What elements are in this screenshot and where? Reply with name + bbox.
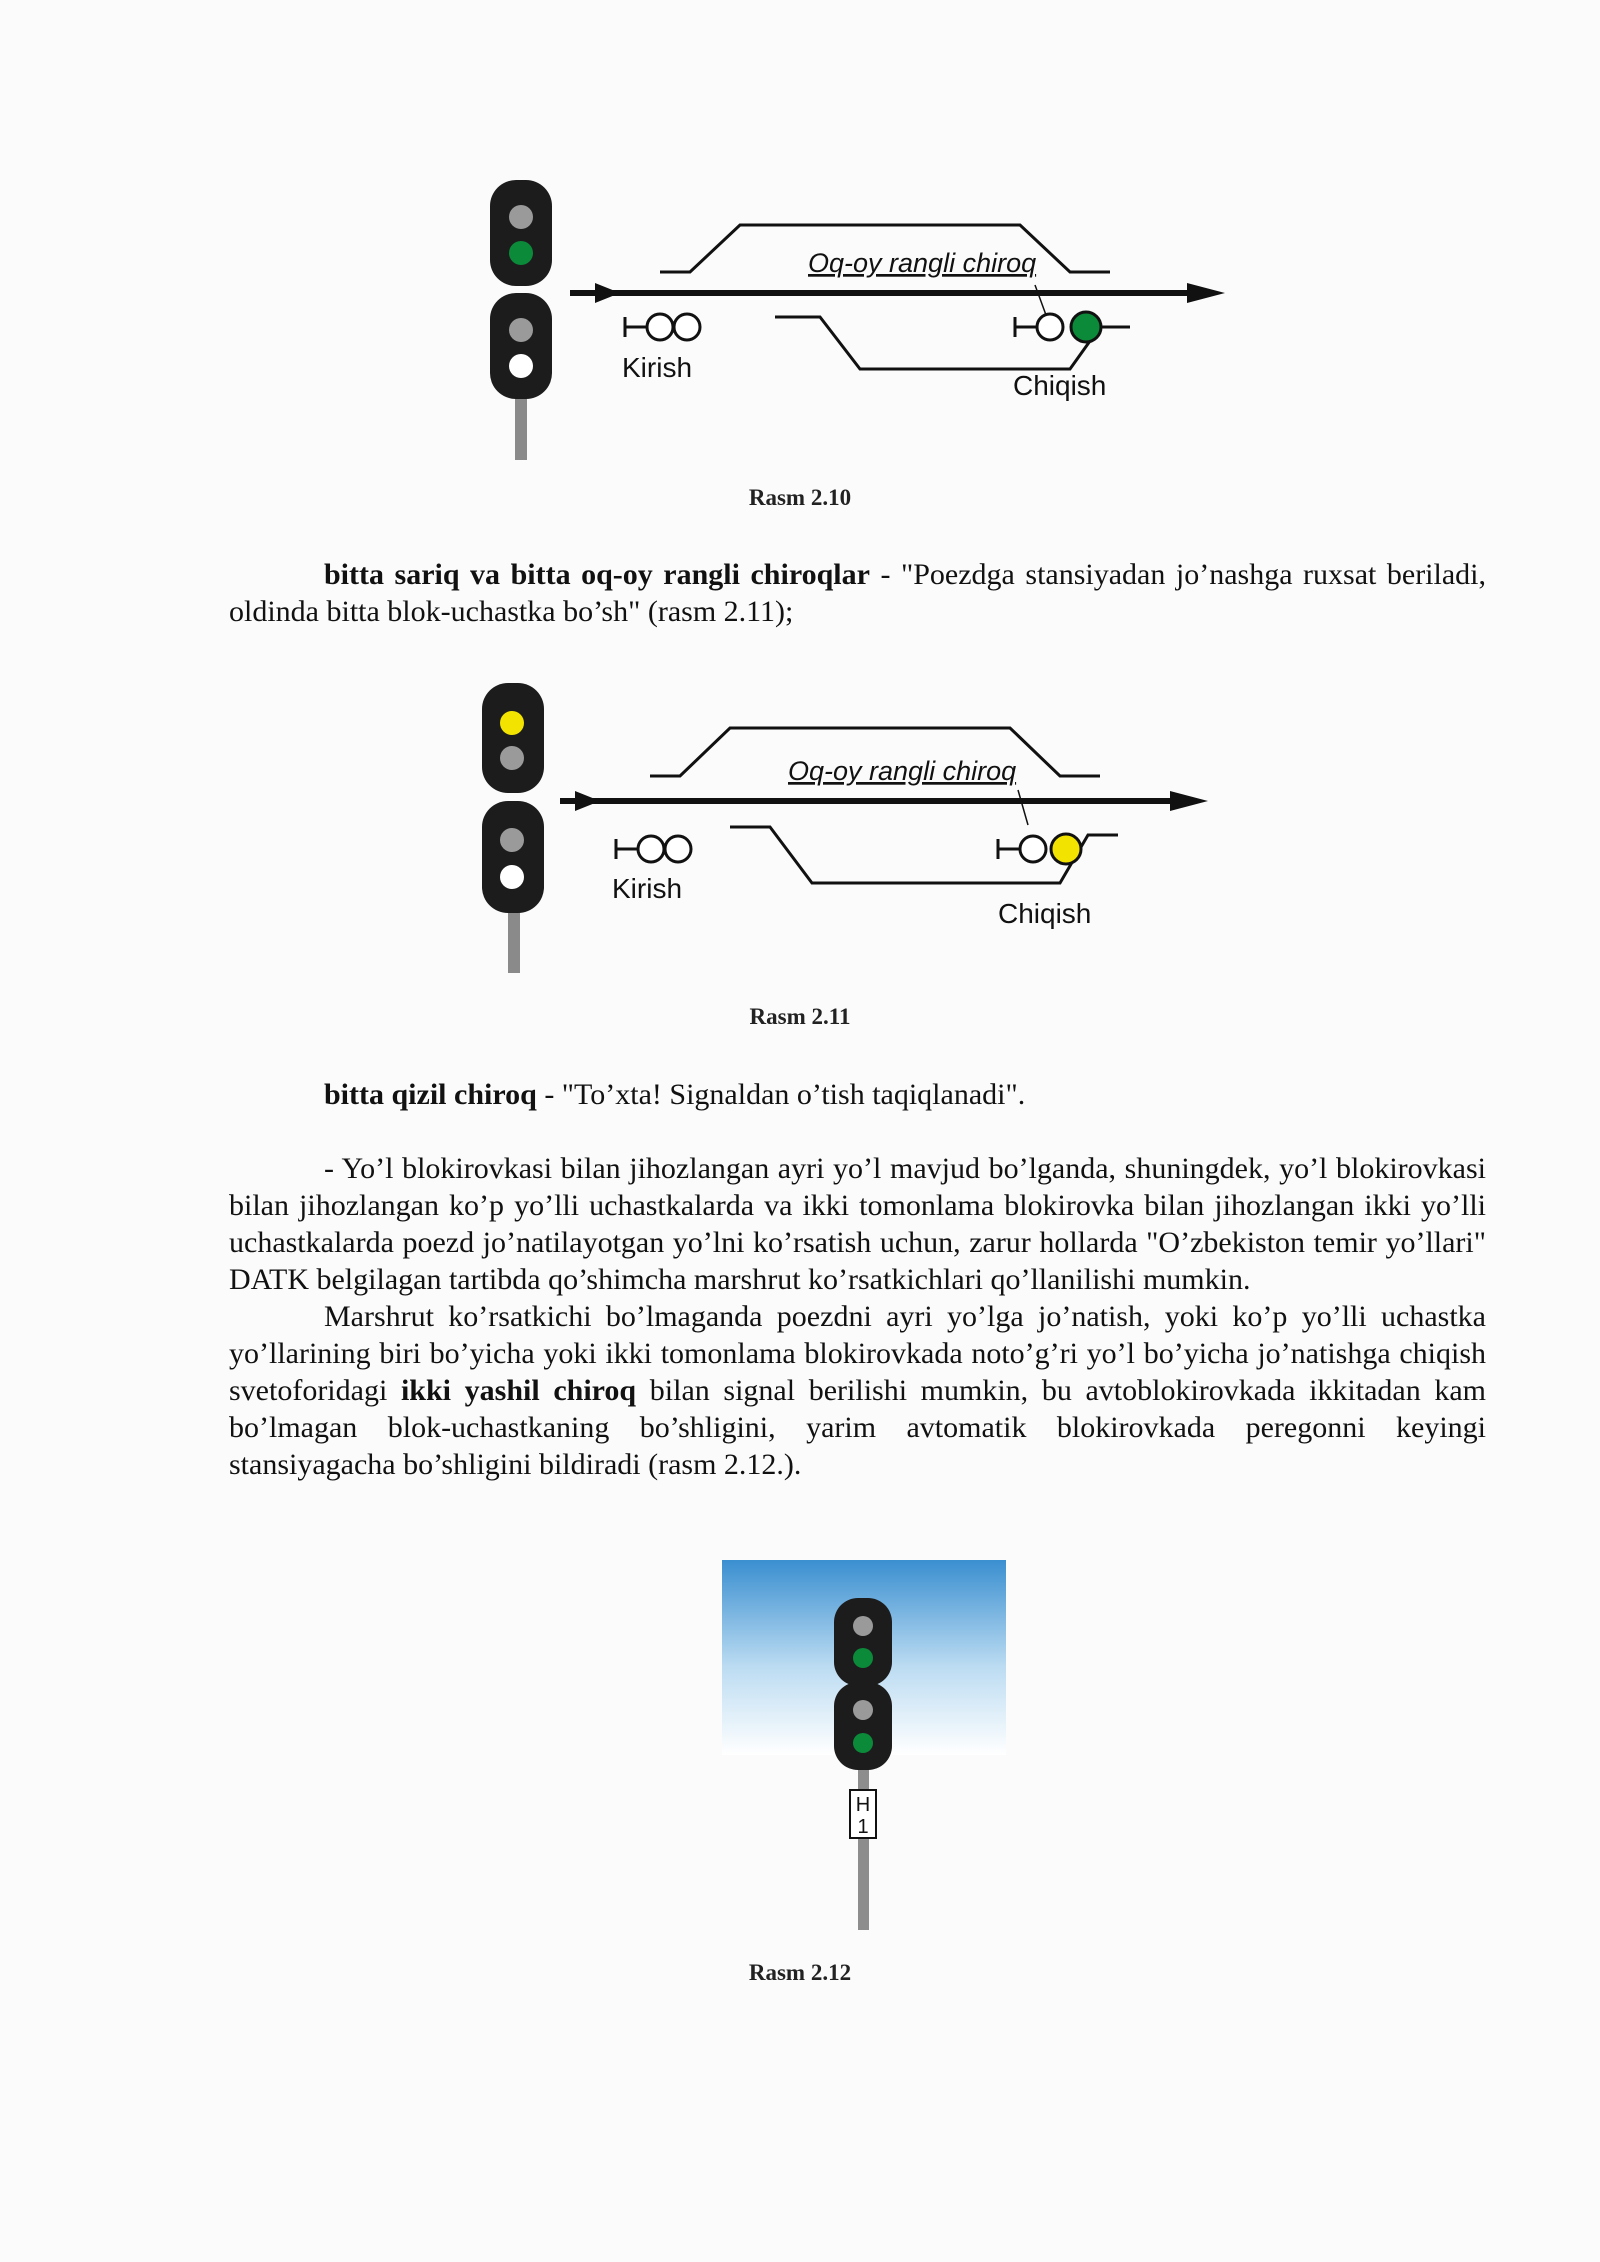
paragraph	[229, 1076, 1486, 1113]
figure-caption: Rasm 2.12	[748, 1960, 852, 1985]
signal-lamp	[500, 746, 524, 770]
signal-head-upper	[490, 180, 552, 286]
exit-signal-symbol	[998, 834, 1081, 864]
signal-lamp	[509, 318, 533, 342]
paragraph: - Yo’l blokirovkasi bilan jihozlangan ayri yo’l mavjud bo’lganda, shuningdek, yo’l blokirovkasi bilan jihozlangan ko’p yo’lli uchastkalarda va ikki tomonlama blokirovka bilan jihozlangan ikki yo’lli uchastkalarda poezd jo’natilayotgan yo’lni ko’rsatish uchun, zarur hollarda "O’zbekiston temir yo’llari" DATK belgilagan tartibda qo’shimcha marshrut ko’rsatkichlari qo’llanilishi mumkin.	[229, 1152, 1486, 1296]
svg-text:1: 1	[857, 1816, 869, 1838]
label-kirish: Kirish	[612, 873, 683, 904]
callout-line	[1018, 790, 1028, 825]
exit-signal-lamp	[1051, 834, 1081, 864]
signal-lamp	[853, 1616, 873, 1636]
label-oq-oy: Oq-oy rangli chiroq	[788, 756, 1017, 786]
figure-caption: Rasm 2.10	[748, 485, 852, 510]
signal-head-lower	[482, 801, 544, 913]
bold-term: ikki yashil chiroq	[400, 1374, 637, 1407]
signal-lamp	[853, 1733, 873, 1753]
signal-lamp	[500, 865, 524, 889]
signal-mast	[482, 683, 544, 973]
paragraph	[229, 556, 1486, 630]
signal-lamp	[853, 1648, 873, 1668]
paragraph	[229, 1298, 1486, 1483]
paragraph-text: - "Poezdga stansiyadan jo’nashga ruxsat beriladi, oldinda bitta blok-uchastka bo’sh" (rasm 2.11);	[229, 558, 1486, 628]
label-kirish: Kirish	[622, 352, 693, 383]
station-track-diagram	[660, 225, 1130, 369]
paragraph-text: Marshrut ko’rsatkichi bo’lmaganda poezdni ayri yo’lga jo’natish, yoki ko’p yo’lli uchastka yo’llarining biri bo’yicha yoki ikki tomonlama blokirovkada noto’g’ri yo’l bo’yicha jo’natishga chiqish svetoforidagi	[229, 1300, 1486, 1407]
figure-2-11	[470, 683, 1230, 973]
signal-mast	[490, 180, 552, 460]
bold-term: bitta qizil chiroq	[324, 1078, 537, 1111]
paragraph-text: bilan signal berilishi mumkin, bu avtoblokirovkada ikkitadan kam bo’lmagan blok-uchastkaning bo’shligini, yarim avtomatik blokirovkada peregonni keyingi stansiyagacha bo’shligini bildiradi (rasm 2.12.).	[229, 1374, 1487, 1481]
signal-lamp	[509, 241, 533, 265]
exit-signal-lamp	[1071, 312, 1101, 342]
label-chiqish: Chiqish	[998, 898, 1092, 929]
signal-lamp	[509, 205, 533, 229]
signal-head-lower	[490, 293, 552, 399]
svg-text:H: H	[855, 1794, 871, 1816]
main-track-arrowhead-left	[595, 283, 620, 303]
signal-head-upper	[482, 683, 544, 793]
label-oq-oy: Oq-oy rangli chiroq	[808, 248, 1037, 278]
route-plate	[850, 1790, 876, 1838]
callout-line	[1035, 285, 1046, 315]
paragraph-text: - "To’xta! Signaldan o’tish taqiqlanadi".	[536, 1078, 1026, 1111]
station-track-diagram	[650, 728, 1118, 883]
signal-head-upper	[834, 1598, 892, 1686]
exit-signal-symbol	[1015, 312, 1101, 342]
figure-caption: Rasm 2.11	[749, 1004, 851, 1029]
main-track-arrowhead-left	[575, 791, 600, 811]
signal-head-lower	[834, 1682, 892, 1770]
signal-lamp	[500, 711, 524, 735]
signal-mast	[834, 1598, 892, 1930]
entry-signal-symbol	[625, 314, 700, 340]
figure-2-12	[722, 1560, 1006, 1930]
main-track-arrowhead-right	[1170, 791, 1208, 811]
entry-signal-symbol	[616, 836, 691, 862]
main-track-arrowhead-right	[1187, 283, 1225, 303]
paragraph-block	[229, 1150, 1486, 1483]
signal-lamp	[853, 1700, 873, 1720]
signal-lamp	[509, 354, 533, 378]
label-chiqish: Chiqish	[1013, 370, 1107, 401]
bold-term: bitta sariq va bitta oq-oy rangli chiroqlar	[324, 558, 870, 591]
signal-lamp	[500, 828, 524, 852]
figure-2-10	[480, 175, 1240, 460]
